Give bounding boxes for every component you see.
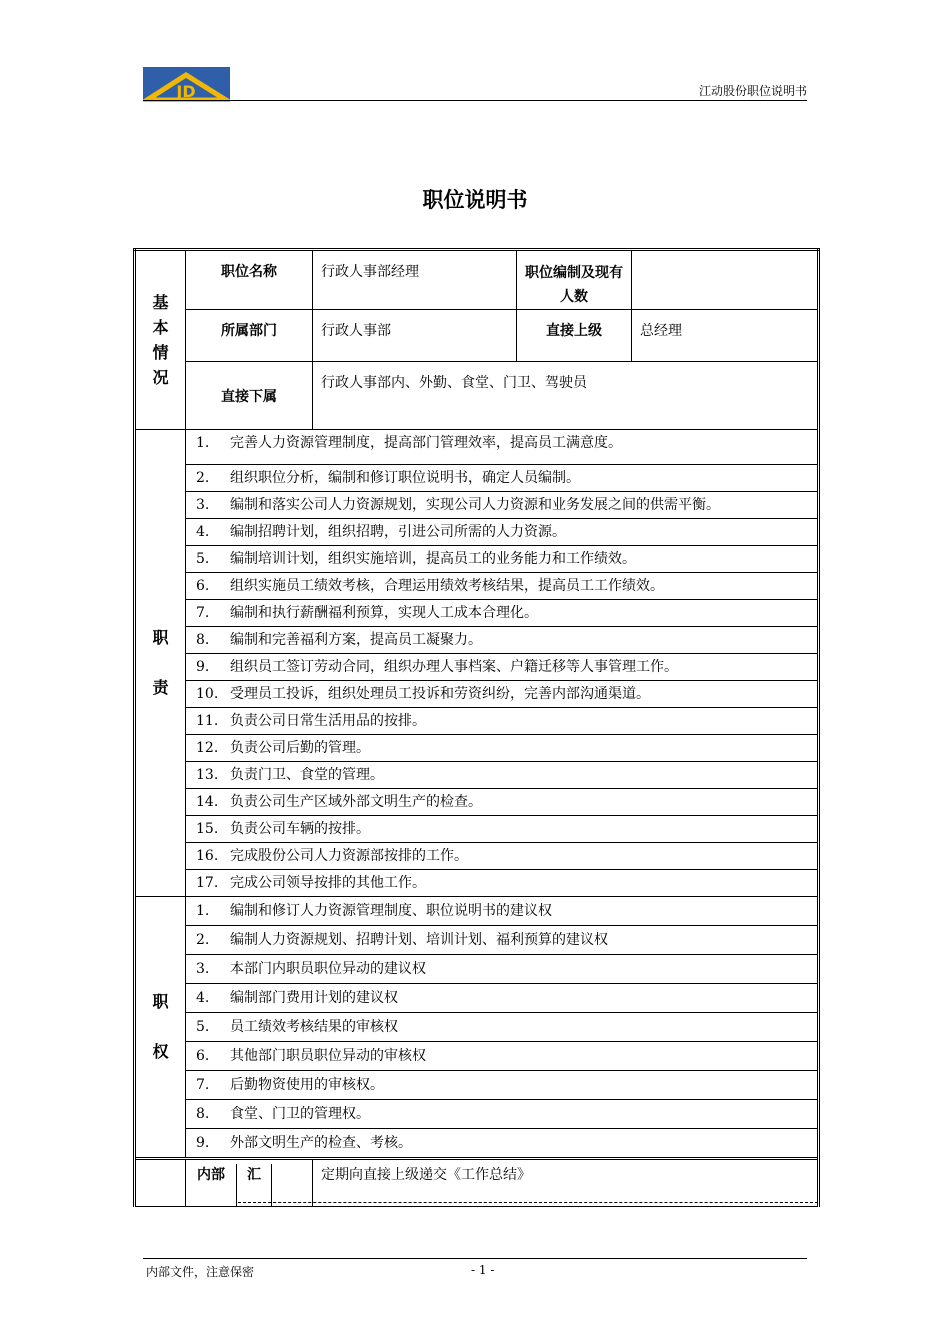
report-label: 汇 (236, 1164, 272, 1206)
position-name-value: 行政人事部经理 (313, 250, 517, 310)
power-item: 1. 编制和修订人力资源管理制度、职位说明书的建议权 (186, 897, 819, 926)
section-basic (135, 250, 186, 430)
section-powers (135, 897, 186, 1159)
report-text: 定期向直接上级递交《工作总结》 (313, 1159, 819, 1207)
duty-item: 2. 组织职位分析，编制和修订职位说明书，确定人员编制。 (186, 465, 819, 492)
job-description-table (133, 248, 817, 1206)
power-item: 8. 食堂、门卫的管理权。 (186, 1100, 819, 1129)
headcount-label: 职位编制及现有人数 (517, 250, 632, 310)
section-duties-label: 职责 (152, 628, 169, 697)
power-item: 5. 员工绩效考核结果的审核权 (186, 1013, 819, 1042)
duty-item: 7. 编制和执行薪酬福利预算，实现人工成本合理化。 (186, 600, 819, 627)
footer-page-number: - 1 - (471, 1263, 495, 1277)
page-title: 职位说明书 (422, 188, 528, 212)
logo-text: JD (176, 82, 196, 101)
duty-item: 9. 组织员工签订劳动合同，组织办理人事档案、户籍迁移等人事管理工作。 (186, 654, 819, 681)
duty-item: 11. 负责公司日常生活用品的按排。 (186, 708, 819, 735)
power-item: 9. 外部文明生产的检查、考核。 (186, 1129, 819, 1159)
duty-item: 16. 完成股份公司人力资源部按排的工作。 (186, 843, 819, 870)
duty-item: 17. 完成公司领导按排的其他工作。 (186, 870, 819, 897)
power-item: 4. 编制部门费用计划的建议权 (186, 984, 819, 1013)
report-internal-label: 内部 (197, 1167, 225, 1183)
subordinate-value: 行政人事部内、外勤、食堂、门卫、驾驶员 (313, 362, 819, 430)
superior-label: 直接上级 (517, 310, 632, 362)
duty-item: 1. 完善人力资源管理制度，提高部门管理效率，提高员工满意度。 (186, 430, 819, 465)
power-item: 3. 本部门内职员职位异动的建议权 (186, 955, 819, 984)
headcount-value (632, 250, 819, 310)
footer-rule (143, 1258, 807, 1259)
header-rule (143, 100, 807, 101)
duty-item: 5. 编制培训计划，组织实施培训，提高员工的业务能力和工作绩效。 (186, 546, 819, 573)
company-logo (143, 67, 230, 102)
duty-item: 12. 负责公司后勤的管理。 (186, 735, 819, 762)
footer-confidential: 内部文件，注意保密 (146, 1265, 255, 1279)
position-name-label: 职位名称 (186, 250, 313, 310)
power-item: 6. 其他部门职员职位异动的审核权 (186, 1042, 819, 1071)
duty-item: 13. 负责门卫、食堂的管理。 (186, 762, 819, 789)
power-item: 2. 编制人力资源规划、招聘计划、培训计划、福利预算的建议权 (186, 926, 819, 955)
duty-item: 8. 编制和完善福利方案，提高员工凝聚力。 (186, 627, 819, 654)
power-item: 7. 后勤物资使用的审核权。 (186, 1071, 819, 1100)
duty-item: 3. 编制和落实公司人力资源规划，实现公司人力资源和业务发展之间的供需平衡。 (186, 492, 819, 519)
page-break-dash (238, 1202, 818, 1203)
superior-value: 总经理 (632, 310, 819, 362)
section-powers-label: 职权 (152, 992, 169, 1061)
section-duties (135, 430, 186, 897)
duty-item: 14. 负责公司生产区域外部文明生产的检查。 (186, 789, 819, 816)
duty-item: 15. 负责公司车辆的按排。 (186, 816, 819, 843)
duty-item: 4. 编制招聘计划，组织招聘，引进公司所需的人力资源。 (186, 519, 819, 546)
subordinate-label: 直接下属 (186, 362, 313, 430)
duty-item: 6. 组织实施员工绩效考核，合理运用绩效考核结果，提高员工工作绩效。 (186, 573, 819, 600)
dept-value: 行政人事部 (313, 310, 517, 362)
report-internal-cell (186, 1159, 313, 1207)
section-basic-label: 基本情况 (152, 293, 169, 387)
header-doc-title: 江动股份职位说明书 (698, 84, 807, 98)
section-report (135, 1159, 186, 1207)
dept-label: 所属部门 (186, 310, 313, 362)
duty-item: 10. 受理员工投诉，组织处理员工投诉和劳资纠纷，完善内部沟通渠道。 (186, 681, 819, 708)
